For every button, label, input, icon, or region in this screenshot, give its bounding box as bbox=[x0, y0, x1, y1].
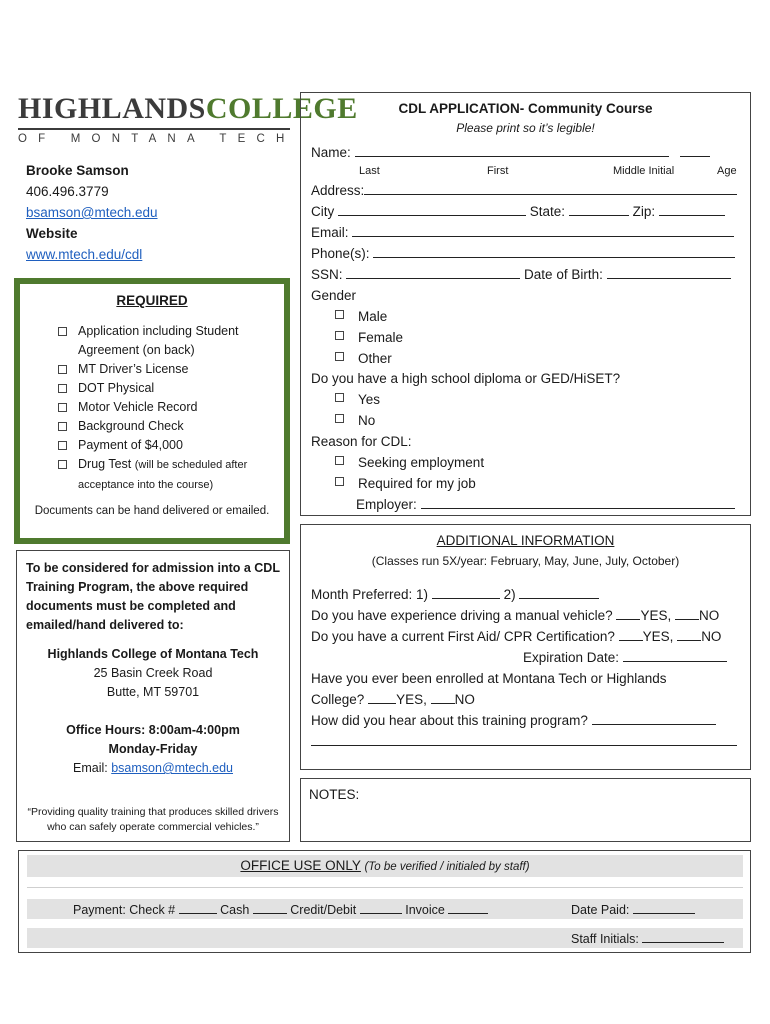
date-paid-group bbox=[571, 902, 695, 917]
required-item: Background Check bbox=[56, 417, 276, 436]
cash-label: Cash bbox=[220, 903, 250, 917]
required-item: MT Driver’s License bbox=[56, 360, 276, 379]
hear-row bbox=[311, 713, 716, 728]
email-label: Email: bbox=[311, 225, 349, 240]
logo-word-highlands: HIGHLANDS bbox=[18, 92, 206, 125]
employer-label: Employer: bbox=[356, 497, 417, 512]
state-field[interactable] bbox=[569, 204, 629, 216]
office-days: Monday-Friday bbox=[108, 742, 198, 756]
required-title: REQUIRED bbox=[116, 293, 188, 308]
zip-label: Zip: bbox=[632, 204, 656, 219]
office-email-link[interactable]: bsamson@mtech.edu bbox=[111, 761, 233, 775]
age-sublabel: Age bbox=[717, 165, 737, 177]
hear-field[interactable] bbox=[592, 713, 716, 725]
office-title: OFFICE USE ONLY bbox=[240, 858, 361, 873]
state-label: State: bbox=[529, 204, 566, 219]
mission-quote: “Providing quality training that produces skilled drivers who can safely operate commercial vehicles.” bbox=[27, 806, 279, 833]
expiration-row bbox=[523, 650, 727, 665]
office-hours: Office Hours: 8:00am-4:00pm bbox=[66, 723, 240, 737]
firstaid-row bbox=[311, 629, 721, 644]
email-row bbox=[311, 225, 734, 240]
contact-block bbox=[26, 160, 286, 265]
date-paid-label: Date Paid: bbox=[571, 903, 630, 917]
month-row bbox=[311, 587, 599, 602]
enrolled-yes-label: YES, bbox=[396, 692, 427, 707]
required-item bbox=[56, 455, 276, 495]
dob-label: Date of Birth: bbox=[524, 267, 603, 282]
invoice-label: Invoice bbox=[405, 903, 445, 917]
enrolled-question-line2: College? bbox=[311, 692, 365, 707]
drug-test-label: Drug Test bbox=[78, 457, 132, 471]
employer-field[interactable] bbox=[421, 497, 735, 509]
manual-yes-field[interactable] bbox=[616, 608, 640, 620]
required-list bbox=[56, 322, 276, 495]
required-item: Application including Student Agreement (on back) bbox=[56, 322, 276, 360]
org-city: Butte, MT 59701 bbox=[106, 685, 200, 699]
gender-option-other[interactable]: Other bbox=[335, 351, 392, 366]
contact-name: Brooke Samson bbox=[26, 163, 129, 178]
payment-row bbox=[27, 899, 743, 919]
drug-test-note: (will be scheduled after acceptance into the course) bbox=[78, 459, 248, 491]
expiration-field[interactable] bbox=[623, 650, 727, 662]
office-title-row bbox=[27, 855, 743, 877]
reason-option-seeking[interactable]: Seeking employment bbox=[335, 455, 484, 470]
name-field[interactable] bbox=[355, 145, 669, 157]
address-field[interactable] bbox=[364, 183, 737, 195]
office-title-note: (To be verified / initialed by staff) bbox=[364, 861, 530, 873]
month-2-field[interactable] bbox=[519, 587, 599, 599]
ssn-row bbox=[311, 267, 731, 282]
ssn-field[interactable] bbox=[346, 267, 520, 279]
payment-fields bbox=[73, 902, 488, 917]
last-sublabel: Last bbox=[359, 165, 380, 177]
diploma-option-yes[interactable]: Yes bbox=[335, 392, 380, 407]
enrolled-row bbox=[311, 692, 475, 707]
enrolled-yes-field[interactable] bbox=[368, 692, 396, 704]
diploma-question: Do you have a high school diploma or GED/HiSET? bbox=[311, 371, 621, 386]
first-sublabel: First bbox=[487, 165, 509, 177]
gender-label: Gender bbox=[311, 288, 357, 303]
application-form-box bbox=[300, 92, 751, 516]
city-row bbox=[311, 204, 725, 219]
phone-field[interactable] bbox=[373, 246, 735, 258]
middle-sublabel: Middle Initial bbox=[613, 165, 675, 177]
office-email-row bbox=[17, 759, 289, 778]
office-divider bbox=[27, 887, 743, 888]
website-link[interactable]: www.mtech.edu/cdl bbox=[26, 247, 143, 262]
ssn-label: SSN: bbox=[311, 267, 343, 282]
invoice-field[interactable] bbox=[448, 902, 488, 914]
hear-question: How did you hear about this training program? bbox=[311, 713, 588, 728]
expiration-label: Expiration Date: bbox=[523, 650, 620, 665]
employer-row bbox=[356, 497, 735, 512]
contact-phone: 406.496.3779 bbox=[26, 184, 109, 199]
staff-initials-field[interactable] bbox=[642, 931, 724, 943]
month-label: Month Preferred: 1) bbox=[311, 587, 429, 602]
office-use-box bbox=[18, 850, 751, 953]
website-label: Website bbox=[26, 226, 78, 241]
credit-label: Credit/Debit bbox=[290, 903, 357, 917]
logo-divider bbox=[18, 128, 290, 130]
zip-field[interactable] bbox=[659, 204, 725, 216]
required-item: Payment of $4,000 bbox=[56, 436, 276, 455]
phone-label: Phone(s): bbox=[311, 246, 370, 261]
manual-yes-label: YES, bbox=[640, 608, 672, 623]
enrolled-no-label: NO bbox=[454, 692, 475, 707]
enrolled-no-field[interactable] bbox=[431, 692, 455, 704]
staff-row bbox=[27, 928, 743, 948]
additional-subtitle: (Classes run 5X/year: February, May, June, July, October) bbox=[371, 554, 680, 568]
address-row bbox=[311, 183, 737, 198]
additional-info-box bbox=[300, 524, 751, 770]
firstaid-no-label: NO bbox=[701, 629, 722, 644]
check-field[interactable] bbox=[179, 902, 217, 914]
firstaid-yes-label: YES, bbox=[642, 629, 674, 644]
staff-initials-label: Staff Initials: bbox=[571, 932, 639, 946]
reason-option-required[interactable]: Required for my job bbox=[335, 476, 476, 491]
firstaid-yes-field[interactable] bbox=[619, 629, 643, 641]
gender-option-male[interactable]: Male bbox=[335, 309, 387, 324]
gender-option-female[interactable]: Female bbox=[335, 330, 403, 345]
logo-subtitle: OF MONTANA TECH bbox=[18, 133, 296, 145]
age-field[interactable] bbox=[680, 145, 710, 157]
org-name: Highlands College of Montana Tech bbox=[47, 647, 259, 661]
college-logo bbox=[18, 92, 358, 125]
manual-question: Do you have experience driving a manual vehicle? bbox=[311, 608, 613, 623]
notes-label: NOTES: bbox=[309, 787, 360, 802]
address-label: Address: bbox=[311, 183, 365, 198]
diploma-option-no[interactable]: No bbox=[335, 413, 375, 428]
contact-email-link[interactable]: bsamson@mtech.edu bbox=[26, 205, 158, 220]
date-paid-field[interactable] bbox=[633, 902, 695, 914]
city-label: City bbox=[311, 204, 335, 219]
additional-title: ADDITIONAL INFORMATION bbox=[436, 533, 615, 548]
logo-word-college: COLLEGE bbox=[205, 92, 358, 125]
cash-field[interactable] bbox=[253, 902, 287, 914]
enrolled-question-line1: Have you ever been enrolled at Montana Tech or Highlands bbox=[311, 671, 667, 686]
dob-field[interactable] bbox=[607, 267, 731, 279]
city-field[interactable] bbox=[338, 204, 526, 216]
admission-intro: To be considered for admission into a CDL Training Program, the above required documents must be completed and emailed/hand delivered to: bbox=[26, 561, 280, 632]
office-email-label: Email: bbox=[73, 761, 108, 775]
reason-label: Reason for CDL: bbox=[311, 434, 412, 449]
email-field[interactable] bbox=[352, 225, 734, 237]
required-item: Motor Vehicle Record bbox=[56, 398, 276, 417]
check-label: Payment: Check # bbox=[73, 903, 176, 917]
manual-no-field[interactable] bbox=[675, 608, 699, 620]
required-documents-box bbox=[14, 278, 290, 544]
form-title: CDL APPLICATION- Community Course bbox=[398, 101, 653, 116]
manual-no-label: NO bbox=[698, 608, 720, 623]
hear-row-continued bbox=[311, 734, 737, 749]
admission-info-box bbox=[16, 550, 290, 842]
firstaid-no-field[interactable] bbox=[677, 629, 701, 641]
firstaid-question: Do you have a current First Aid/ CPR Certification? bbox=[311, 629, 615, 644]
org-street: 25 Basin Creek Road bbox=[93, 666, 213, 680]
form-subtitle: Please print so it’s legible! bbox=[456, 121, 595, 135]
month-2-label: 2) bbox=[503, 587, 516, 602]
required-item: DOT Physical bbox=[56, 379, 276, 398]
name-label: Name: bbox=[311, 145, 351, 160]
staff-group bbox=[571, 931, 724, 946]
credit-field[interactable] bbox=[360, 902, 402, 914]
manual-row bbox=[311, 608, 719, 623]
delivery-note: Documents can be hand delivered or emailed. bbox=[34, 505, 270, 517]
hear-field-line2[interactable] bbox=[311, 734, 737, 746]
notes-box[interactable] bbox=[300, 778, 751, 842]
phone-row bbox=[311, 246, 735, 261]
name-row bbox=[311, 145, 710, 160]
month-1-field[interactable] bbox=[432, 587, 500, 599]
